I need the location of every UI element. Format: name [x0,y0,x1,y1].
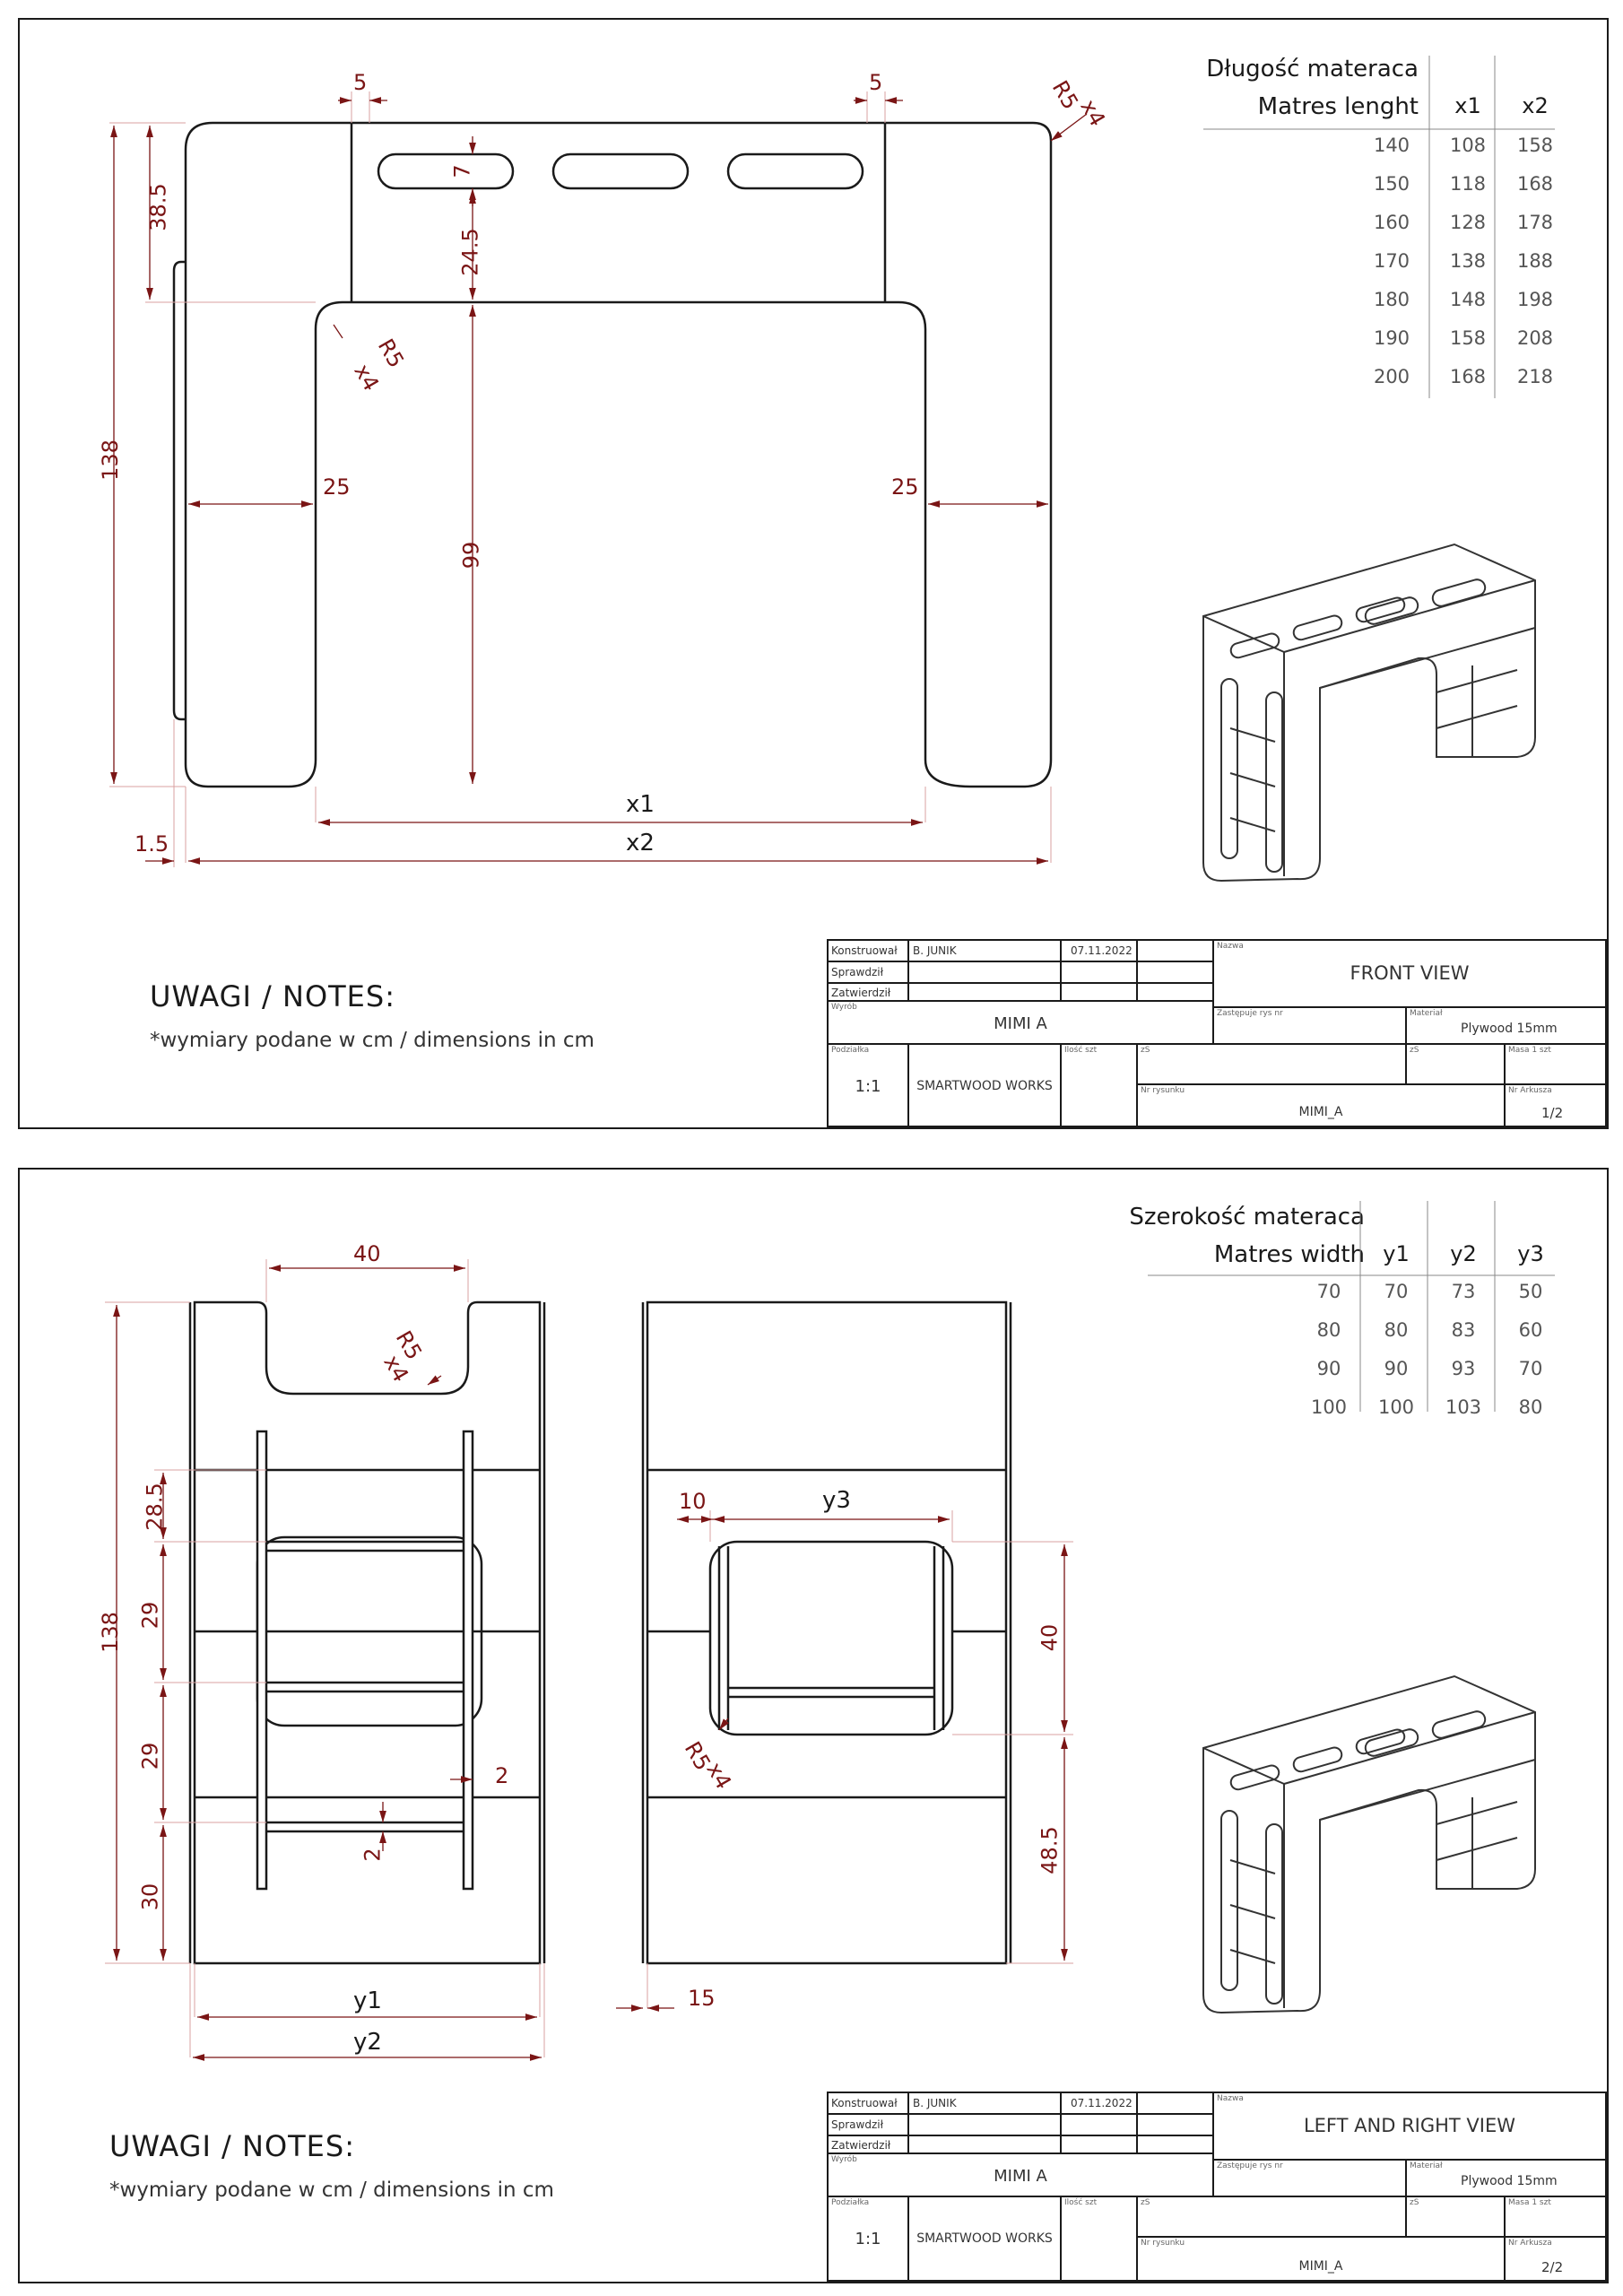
dim-15: 15 [688,1986,716,2011]
tb2-sprawdzil-label: Sprawdził [828,2114,908,2135]
notes-text-2: *wymiary podane w cm / dimensions in cm [109,2179,554,2202]
tb-zastepuje: Zastępuje rys nr [1213,1007,1406,1044]
legend-width-cell: 90 [1316,1358,1341,1379]
tb2-ilosc: Ilość szt [1061,2196,1137,2281]
tb-material: Materiał Plywood 15mm [1406,1007,1606,1044]
tb2-podzialka: Podziałka 1:1 [828,2196,908,2281]
bed-isometric-sketch [1167,522,1562,899]
tb2-nr-arkusza: Nr Arkusza 2/2 [1505,2237,1606,2281]
legend-y3-cell: 50 [1518,1281,1543,1302]
tb2-konstruowal-label: Konstruował [828,2092,908,2114]
tb-podzialka: Podziałka 1:1 [828,1044,908,1126]
legend-width-cell: 100 [1310,1396,1348,1418]
dim-24-5: 24.5 [457,228,483,276]
legend-x2-cell: 168 [1516,173,1554,195]
dim-5-right: 5 [869,70,883,95]
drawing-sheet-front [18,18,1609,1129]
tb2-company: SMARTWOOD WORKS [908,2196,1061,2281]
dim-29-b: 29 [137,1742,163,1770]
legend-y1-cell: 90 [1384,1358,1409,1379]
legend-x1-cell: 118 [1449,173,1487,195]
tb2-zs: zS [1137,2196,1406,2237]
dim-7: 7 [449,164,475,178]
dim-28-5: 28.5 [142,1483,168,1531]
tb2-blank-7 [1137,2135,1213,2153]
dim-138-side: 138 [97,1612,123,1653]
tb2-zastepuje: Zastępuje rys nr [1213,2160,1406,2196]
dim-10: 10 [679,1489,707,1514]
dim-25-right: 25 [891,474,919,500]
dim-48-5: 48.5 [1037,1826,1063,1874]
dim-y1: y1 [353,1987,382,2014]
legend-x1-cell: 108 [1449,135,1487,156]
legend-y2-cell: 103 [1445,1396,1482,1418]
front-panel-outline [174,123,1051,787]
legend-y1-cell: 70 [1384,1281,1409,1302]
dim-138: 138 [97,439,123,481]
dim-x4-inner: x4 [349,360,385,396]
dim-1-5: 1.5 [135,831,169,857]
legend-length-cell: 190 [1373,327,1410,349]
notes-title: UWAGI / NOTES: [150,979,395,1013]
legend-x2-cell: 218 [1516,366,1554,387]
legend-y2-cell: 93 [1451,1358,1476,1379]
legend-y3-cell: 80 [1518,1396,1543,1418]
tb-blank-3 [1061,961,1137,983]
tb2-wyrob: Wyrób MIMI A [828,2153,1213,2196]
tb2-zs2: zS [1406,2196,1505,2237]
legend-x1-cell: 168 [1449,366,1487,387]
title-block [827,939,1607,1127]
tb2-nazwa: Nazwa LEFT AND RIGHT VIEW [1213,2092,1606,2160]
dim-y2: y2 [353,2029,382,2056]
legend-x2-cell: 208 [1516,327,1554,349]
legend-title-en: Matres lenght [1257,93,1419,120]
tb-nr-rysunku: Nr rysunku MIMI_A [1137,1084,1505,1126]
dim-r5-inner: R5 [372,335,410,372]
legend-x1-cell: 128 [1449,212,1487,233]
dim-x2: x2 [626,830,655,857]
legend-width-cell: 70 [1316,1281,1341,1302]
legend-col-x1: x1 [1454,93,1481,118]
tb2-nr-rysunku: Nr rysunku MIMI_A [1137,2237,1505,2281]
tb-wyrob: Wyrób MIMI A [828,1001,1213,1044]
legend-x1-cell: 138 [1449,250,1487,272]
legend-length-cell: 160 [1373,212,1410,233]
legend-y3-cell: 60 [1518,1319,1543,1341]
tb-date: 07.11.2022 [1061,940,1137,961]
legend-x2-cell: 178 [1516,212,1554,233]
dim-5-left: 5 [353,70,368,95]
legend-x1-cell: 158 [1449,327,1487,349]
legend-length-cell: 150 [1373,173,1410,195]
tb2-blank-1 [1137,2092,1213,2114]
legend2-col-y2: y2 [1450,1241,1477,1266]
tb2-masa: Masa 1 szt [1505,2196,1606,2237]
tb-blank-6 [1061,983,1137,1001]
legend-x1-cell: 148 [1449,289,1487,310]
legend-y1-cell: 100 [1377,1396,1415,1418]
tb-zatwierdzil-label: Zatwierdził [828,983,908,1001]
legend-col-x2: x2 [1522,93,1549,118]
legend-y2-cell: 83 [1451,1319,1476,1341]
legend-length-cell: 200 [1373,366,1410,387]
legend2-title-en: Matres width [1213,1241,1365,1268]
notes-title-2: UWAGI / NOTES: [109,2129,355,2163]
dim-2-rail: 2 [495,1763,509,1788]
legend2-title-pl: Szerokość materaca [1129,1204,1365,1231]
legend-y3-cell: 70 [1518,1358,1543,1379]
tb-nazwa: Nazwa FRONT VIEW [1213,940,1606,1007]
drawing-sheet-side [18,1168,1609,2283]
title-block-2 [827,2092,1607,2282]
legend-x2-cell: 188 [1516,250,1554,272]
legend-title-pl: Długość materaca [1206,56,1419,83]
dim-40-window: 40 [1037,1623,1063,1652]
legend-x2-cell: 198 [1516,289,1554,310]
tb2-date: 07.11.2022 [1061,2092,1137,2114]
tb-konstruowal-label: Konstruował [828,940,908,961]
dim-r5-top: R5 [390,1326,428,1364]
tb2-designer: B. JUNIK [908,2092,1061,2114]
legend-y1-cell: 80 [1384,1319,1409,1341]
dim-2-rung: 2 [360,1848,386,1862]
tb-nr-arkusza: Nr Arkusza 1/2 [1505,1084,1606,1126]
dim-x1: x1 [626,791,655,818]
dim-25-left: 25 [323,474,351,500]
tb-blank-7 [1137,983,1213,1001]
tb2-blank-4 [1137,2114,1213,2135]
tb-blank-2 [908,961,1061,983]
tb-ilosc: Ilość szt [1061,1044,1137,1126]
dim-x4: x4 [1075,95,1111,131]
notes-text: *wymiary podane w cm / dimensions in cm [150,1029,595,1052]
tb-blank-5 [908,983,1061,1001]
tb2-zatwierdzil-label: Zatwierdził [828,2135,908,2153]
tb2-blank-5 [908,2135,1061,2153]
legend-length-cell: 180 [1373,289,1410,310]
tb-zs: zS [1137,1044,1406,1084]
tb-company: SMARTWOOD WORKS [908,1044,1061,1126]
tb2-blank-2 [908,2114,1061,2135]
tb-zs2: zS [1406,1044,1505,1084]
dim-y3: y3 [822,1487,851,1514]
tb-blank-1 [1137,940,1213,961]
tb2-blank-6 [1061,2135,1137,2153]
tb-blank-4 [1137,961,1213,983]
right-panel-outline [643,1302,1011,1963]
tb-designer: B. JUNIK [908,940,1061,961]
dim-99: 99 [458,541,484,570]
legend2-col-y3: y3 [1517,1241,1544,1266]
dim-30: 30 [137,1883,163,1911]
tb-sprawdzil-label: Sprawdził [828,961,908,983]
tb2-material: Materiał Plywood 15mm [1406,2160,1606,2196]
tb2-blank-3 [1061,2114,1137,2135]
dim-r5-window: R5 [679,1737,716,1775]
legend-width-cell: 80 [1316,1319,1341,1341]
dim-38-5: 38.5 [145,183,171,231]
dim-29-a: 29 [137,1601,163,1630]
dim-r5: R5 [1046,76,1084,114]
tb-masa: Masa 1 szt [1505,1044,1606,1084]
dim-40: 40 [353,1241,381,1266]
left-panel-outline [190,1302,544,1963]
legend-length-cell: 170 [1373,250,1410,272]
legend-length-cell: 140 [1373,135,1410,156]
legend-y2-cell: 73 [1451,1281,1476,1302]
dim-x4-window: x4 [701,1758,737,1794]
bed-isometric-sketch-2 [1167,1654,1562,2031]
legend-x2-cell: 158 [1516,135,1554,156]
legend2-col-y1: y1 [1383,1241,1410,1266]
dim-x4-top: x4 [378,1351,414,1387]
